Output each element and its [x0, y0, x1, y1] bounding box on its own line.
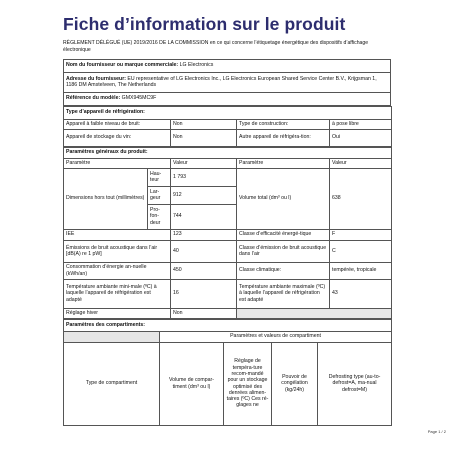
low-noise-value: Non — [171, 119, 237, 129]
defrost-type-label: Defrosting type (au-to-defrost=A, ma-nual defrost=M) — [318, 342, 392, 425]
width-value: 912 — [171, 186, 237, 204]
compartment-type-label: Type de compartiment — [64, 342, 160, 425]
product-information-sheet — [63, 14, 391, 426]
wine-storage-value: Non — [171, 129, 237, 146]
regulation-text: RÈGLEMENT DÉLÉGUÉ (UE) 2019/2016 DE LA COMMISSION en ce qui concerne l’étiquetage énergétique des dispositifs d’affichage électronique — [63, 40, 369, 53]
page-number: Page 1 / 2 — [427, 429, 446, 434]
other-appliance-value: Oui — [330, 129, 392, 146]
compartment-volume-label: Volume de compar-timent (dm³ ou l) — [160, 342, 224, 425]
noise-emission-value: 40 — [171, 240, 237, 262]
eei-value: 123 — [171, 229, 237, 240]
model-row — [64, 92, 391, 105]
design-type-value: à pose libre — [330, 119, 392, 129]
depth-value: 744 — [171, 204, 237, 229]
width-label: Lar-geur — [148, 186, 171, 204]
max-temperature-value: 43 — [330, 279, 392, 308]
annual-consumption-label: Consommation d’énergie an-nuelle (kWh/an) — [64, 262, 171, 279]
supplier-address-row — [64, 72, 391, 92]
winter-setting-label: Réglage hiver — [64, 308, 171, 318]
noise-class-value: C — [330, 240, 392, 262]
wine-storage-label: Appareil de stockage du vin: — [64, 129, 171, 146]
height-value: 1 793 — [171, 168, 237, 186]
max-temperature-label: Température ambiante maximale (ºC) à laquelle l’appareil de réfrigération est adapté — [237, 279, 330, 308]
compartment-values-heading: Paramètres et valeurs de compartiment — [160, 331, 392, 342]
supplier-name-row — [64, 59, 391, 72]
page-title: Fiche d’information sur le produit — [63, 14, 346, 34]
eei-label: IEE — [64, 229, 171, 240]
general-parameters-heading: Paramètres généraux du produit: — [64, 147, 392, 158]
total-volume-value: 638 — [330, 168, 392, 229]
appliance-type-heading: Type d’appareil de réfrigération: — [64, 106, 392, 119]
column-header-parameter-2: Paramètre — [237, 158, 330, 168]
other-appliance-label: Autre appareil de réfrigéra-tion: — [237, 129, 330, 146]
design-type-label: Type de construction: — [237, 119, 330, 129]
min-temperature-value: 16 — [171, 279, 237, 308]
climate-class-label: Classe climatique: — [237, 262, 330, 279]
annual-consumption-value: 450 — [171, 262, 237, 279]
total-volume-label: Volume total (dm³ ou l) — [237, 168, 330, 229]
column-header-value-2: Valeur — [330, 158, 392, 168]
noise-class-label: Classe d’émission de bruit acoustique dans l’air — [237, 240, 330, 262]
blank-cell — [237, 308, 392, 318]
supplier-table — [63, 59, 391, 106]
general-parameters-table — [63, 147, 392, 319]
min-temperature-label: Température ambiante mini-male (ºC) à laquelle l’appareil de réfrigération est adapté — [64, 279, 171, 308]
noise-emission-label: Émissions de bruit acoustique dans l’air [dB(A) re 1 pW] — [64, 240, 171, 262]
compartment-parameters-heading: Paramètres des compartiments: — [64, 319, 392, 331]
supplier-address-label: Adresse du fournisseur: — [66, 75, 126, 82]
supplier-name-label: Nom du fournisseur ou marque commerciale: — [66, 62, 179, 69]
dimensions-label: Dimensions hors tout (millimètres) — [64, 168, 148, 229]
column-header-parameter: Paramètre — [64, 158, 171, 168]
appliance-type-table — [63, 106, 392, 147]
energy-class-label: Classe d’efficacité énergé-tique — [237, 229, 330, 240]
model-value: GMX945MC9F — [121, 95, 157, 102]
freezing-capacity-label: Pouvoir de congélation (kg/24h) — [272, 342, 318, 425]
supplier-address-value: EU representative of LG Electronics Inc., LG Electronics European Shared Service Center B.V., Krijgsman 1, 1186 DM Amstelveen, The Netherlands — [66, 75, 377, 89]
recommended-setting-label: Réglage de tempéra-ture recom-mandé pour un stockage optimisé des denrées alimen-taires (ºC) Ces ré-glages ne — [224, 342, 272, 425]
model-label: Référence du modèle: — [66, 95, 121, 102]
compartment-header-blank — [64, 331, 160, 342]
climate-class-value: tempérée, tropicale — [330, 262, 392, 279]
winter-setting-value: Non — [171, 308, 237, 318]
depth-label: Pro-fon-deur — [148, 204, 171, 229]
compartment-parameters-table — [63, 319, 392, 426]
height-label: Hau-teur — [148, 168, 171, 186]
energy-class-value: F — [330, 229, 392, 240]
low-noise-label: Appareil à faible niveau de bruit: — [64, 119, 171, 129]
column-header-value: Valeur — [171, 158, 237, 168]
supplier-name-value: LG Electronics — [179, 62, 214, 69]
